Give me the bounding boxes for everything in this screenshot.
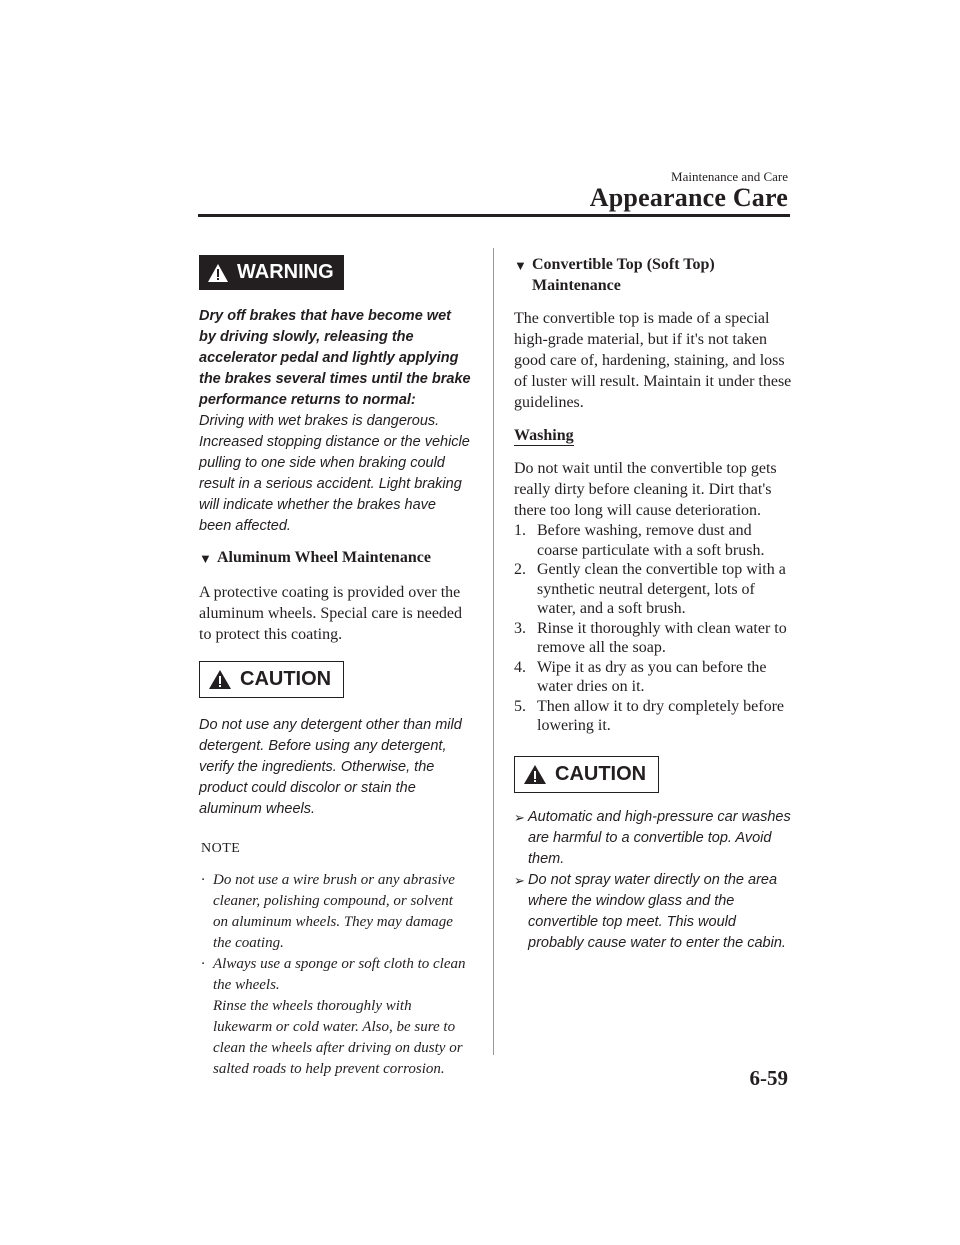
header-rule <box>198 214 790 217</box>
page-title: Appearance Care <box>589 183 788 212</box>
list-item <box>514 560 794 619</box>
header-section-label: Maintenance and Care <box>671 169 788 184</box>
convertible-heading-line1: Convertible Top (Soft Top) <box>532 256 715 273</box>
note-item: · Do not use a wire brush or any abrasive cleaner, polishing compound, or solvent on aluminum wheels. They may damage the coating. <box>199 870 471 954</box>
step-text: Before washing, remove dust and coarse particulate with a soft brush. <box>537 522 765 559</box>
note-item-text: Do not use a wire brush or any abrasive cleaner, polishing compound, or solvent on aluminum wheels. They may damage the coating. <box>213 872 455 951</box>
arrow-right-icon: ➢ <box>514 872 525 888</box>
aluminum-body: A protective coating is provided over the aluminum wheels. Special care is needed to protect this coating. <box>199 584 463 643</box>
caution-label-left: CAUTION <box>240 668 332 690</box>
caution-list-right <box>514 807 794 954</box>
column-divider <box>493 248 494 1055</box>
note-list <box>199 870 471 1080</box>
step-text: Rinse it thoroughly with clean water to remove all the soap. <box>537 619 787 656</box>
list-item <box>514 619 794 658</box>
list-item <box>514 697 794 736</box>
warning-icon <box>208 669 232 690</box>
step-number: 5. <box>514 697 526 715</box>
caution-body-left: Do not use any detergent other than mild detergent. Before using any detergent, verify the ingredients. Otherwise, the product could discolor or stain the aluminum wheels. <box>199 717 462 817</box>
convertible-heading <box>514 254 794 296</box>
triangle-down-icon: ▼ <box>514 258 527 273</box>
caution-badge-left <box>199 661 344 698</box>
washing-subheading: Washing <box>514 427 574 444</box>
warning-bold-text: Dry off brakes that have become wet by driving slowly, releasing the accelerator pedal and lightly applying the brakes several times until the brake performance returns to normal: <box>199 308 471 408</box>
step-number: 4. <box>514 658 526 676</box>
list-item <box>514 870 794 954</box>
note-title: NOTE <box>201 841 241 856</box>
list-item <box>514 521 794 560</box>
washing-intro: Do not wait until the convertible top gets really dirty before cleaning it. Dirt that's there too long will cause deterioration. <box>514 460 777 519</box>
note-continuation <box>199 996 471 1080</box>
list-item <box>514 658 794 697</box>
washing-steps <box>514 521 794 736</box>
caution-item-text: Do not spray water directly on the area where the window glass and the convertible top meet. This would probably cause water to enter the cabin. <box>528 871 786 951</box>
note-item: · Always use a sponge or soft cloth to clean the wheels. <box>199 954 471 996</box>
warning-badge <box>199 255 344 290</box>
convertible-heading-text <box>532 254 715 296</box>
warning-icon <box>207 263 229 283</box>
caution-badge-right <box>514 756 659 793</box>
step-text: Then allow it to dry completely before lowering it. <box>537 697 785 734</box>
warning-body-text: Driving with wet brakes is dangerous. Increased stopping distance or the vehicle pulling to one side when braking could result in a serious accident. Light braking will indicate whether the brakes have been affected. <box>199 413 470 534</box>
triangle-down-icon: ▼ <box>199 551 212 566</box>
convertible-heading-line2: Maintenance <box>532 277 621 294</box>
left-column <box>199 250 471 1080</box>
step-number: 2. <box>514 561 526 578</box>
warning-label: WARNING <box>237 261 334 283</box>
step-number: 1. <box>514 522 526 539</box>
list-item <box>514 807 794 870</box>
warning-icon <box>523 764 547 785</box>
page-number: 6-59 <box>749 1066 788 1090</box>
caution-label-right: CAUTION <box>555 762 647 785</box>
step-text: Gently clean the convertible top with a synthetic neutral detergent, lots of water, and a soft brush. <box>537 561 786 617</box>
caution-item-text: Automatic and high-pressure car washes are harmful to a convertible top. Avoid them. <box>528 808 791 867</box>
step-number: 3. <box>514 619 526 637</box>
note-item-text: Always use a sponge or soft cloth to clean the wheels. <box>213 956 466 993</box>
arrow-right-icon: ➢ <box>514 809 525 825</box>
aluminum-heading-text: Aluminum Wheel Maintenance <box>217 549 431 566</box>
aluminum-heading <box>199 547 471 569</box>
convertible-intro: The convertible top is made of a special high-grade material, but if it's not taken good care of, hardening, staining, and loss of luster will result. Maintain it under these guidelines. <box>514 310 792 411</box>
step-text: Wipe it as dry as you can before the water dries on it. <box>537 658 767 695</box>
right-column <box>514 250 794 954</box>
note-continuation-text: Rinse the wheels thoroughly with lukewarm or cold water. Also, be sure to clean the wheels after driving on dusty or salted roads to help prevent corrosion. <box>213 998 463 1077</box>
